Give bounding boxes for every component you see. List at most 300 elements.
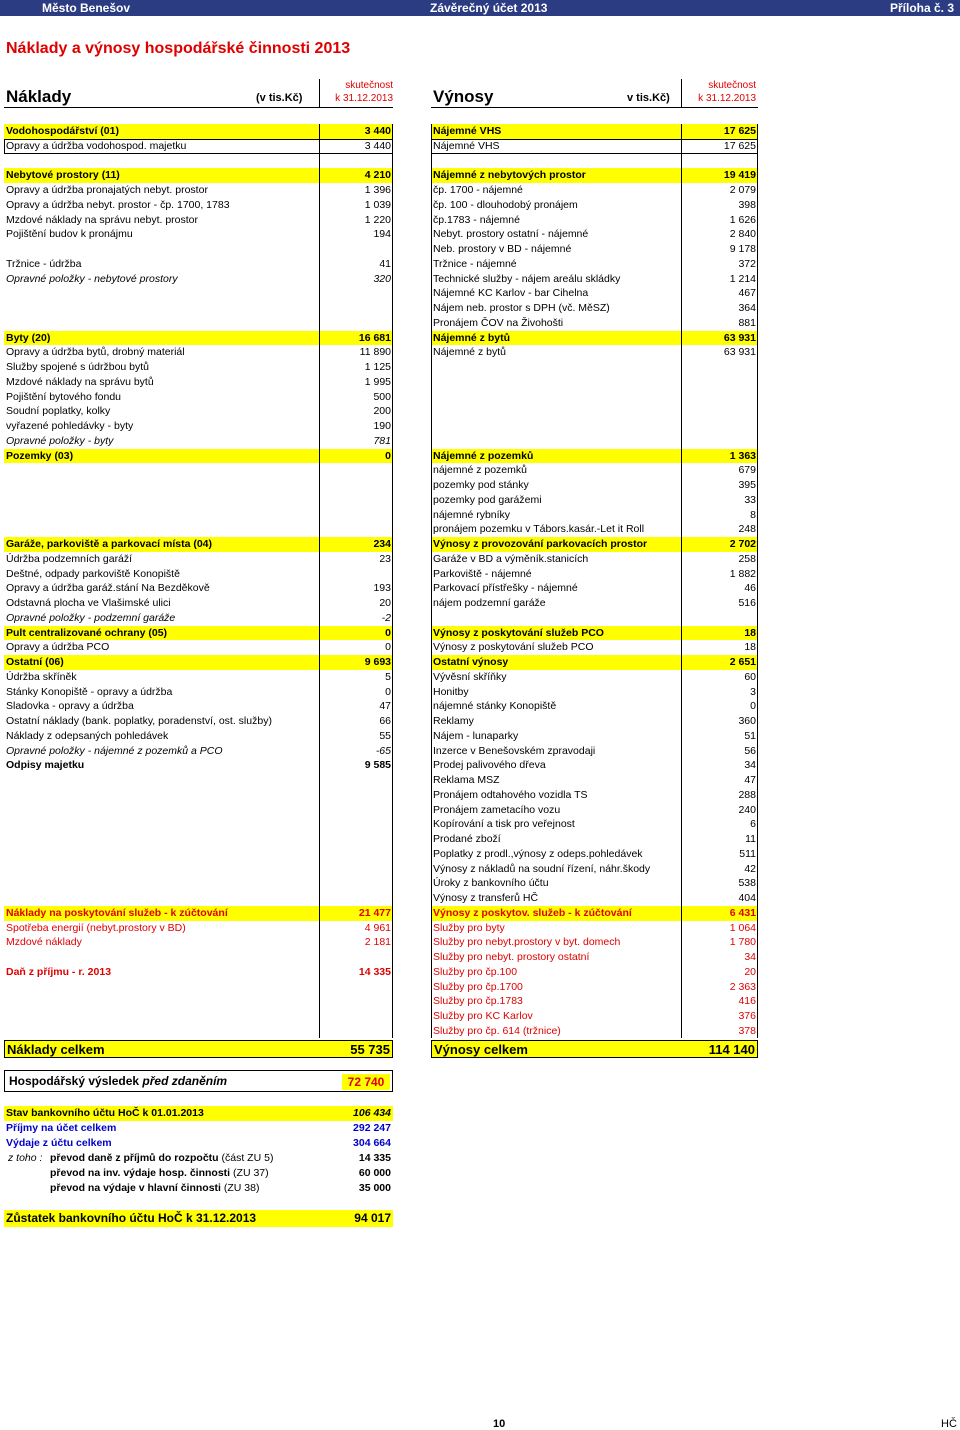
row-label: Opravné položky - podzemní garáže bbox=[6, 611, 176, 624]
row-label: Vodohospodářství (01) bbox=[6, 125, 119, 137]
row-label: Nájemné z bytů bbox=[433, 331, 511, 344]
table-row bbox=[4, 257, 393, 272]
row-value: 18 bbox=[744, 626, 756, 639]
row-label: Tržnice - nájemné bbox=[433, 257, 517, 270]
table-row bbox=[431, 994, 758, 1009]
table-row bbox=[4, 862, 393, 877]
row-value: 0 bbox=[385, 641, 391, 654]
row-label: Služby pro nebyt.prostory v byt. domech bbox=[433, 936, 621, 949]
table-row bbox=[431, 139, 758, 154]
row-value: 34 bbox=[744, 759, 756, 772]
row-value: 2 702 bbox=[729, 538, 756, 550]
row-value: 416 bbox=[738, 995, 756, 1008]
bank-expense-row bbox=[4, 1136, 393, 1151]
table-row bbox=[4, 567, 393, 582]
table-row bbox=[4, 788, 393, 803]
table-row bbox=[431, 168, 758, 183]
bank-sub3-row bbox=[4, 1181, 393, 1196]
row-value: 240 bbox=[738, 803, 756, 816]
row-value: 2 363 bbox=[729, 980, 756, 993]
row-value: 1 220 bbox=[364, 213, 391, 226]
bank-sub3-value: 35 000 bbox=[358, 1182, 391, 1194]
costs-total-value: 55 735 bbox=[350, 1042, 390, 1057]
row-label: Spotřeba energií (nebyt.prostory v BD) bbox=[6, 921, 186, 934]
costs-table bbox=[4, 124, 393, 980]
row-label: Daň z příjmu - r. 2013 bbox=[6, 965, 112, 978]
row-value: 21 477 bbox=[358, 906, 391, 919]
costs-unit: (v tis.Kč) bbox=[256, 92, 303, 104]
row-value: 516 bbox=[738, 597, 756, 609]
table-row bbox=[4, 552, 393, 567]
row-value: 538 bbox=[738, 877, 756, 890]
table-row bbox=[431, 921, 758, 936]
revenues-total bbox=[431, 1040, 758, 1058]
costs-right-border bbox=[392, 124, 393, 1038]
table-row bbox=[431, 773, 758, 788]
table-row bbox=[4, 581, 393, 596]
table-row bbox=[431, 729, 758, 744]
row-label: Výnosy z provozování parkovacích prostor bbox=[433, 538, 648, 550]
row-value: -2 bbox=[381, 611, 391, 624]
row-label: Parkovací přístřešky - nájemné bbox=[433, 582, 578, 595]
bank-income-value: 292 247 bbox=[353, 1122, 391, 1134]
table-row bbox=[431, 832, 758, 847]
row-label: pozemky pod garážemi bbox=[433, 493, 542, 506]
table-row bbox=[431, 803, 758, 818]
table-row bbox=[4, 758, 393, 773]
table-row bbox=[431, 227, 758, 242]
row-label: Odpisy majetku bbox=[6, 759, 85, 772]
table-row bbox=[431, 891, 758, 906]
bank-expense-value: 304 664 bbox=[353, 1137, 391, 1149]
table-row bbox=[4, 242, 393, 257]
bank-sub1-value: 14 335 bbox=[358, 1152, 391, 1164]
table-row bbox=[4, 714, 393, 729]
table-row bbox=[4, 950, 393, 965]
table-row bbox=[4, 611, 393, 626]
table-row bbox=[4, 803, 393, 818]
row-label: Údržba podzemních garáží bbox=[6, 552, 133, 565]
row-value: 19 419 bbox=[723, 169, 756, 182]
row-value: 5 bbox=[385, 670, 391, 683]
row-value: 4 961 bbox=[364, 921, 391, 934]
table-row bbox=[4, 699, 393, 714]
row-label: nájem podzemní garáže bbox=[433, 597, 546, 609]
table-row bbox=[431, 640, 758, 655]
revenues-title: Výnosy bbox=[433, 87, 494, 106]
row-value: 41 bbox=[379, 257, 391, 270]
row-label: Mzdové náklady bbox=[6, 936, 82, 949]
row-label: Opravné položky - nájemné z pozemků a PCO bbox=[6, 744, 223, 757]
row-label: Služby pro čp.1700 bbox=[433, 980, 523, 993]
row-label: Prodané zboží bbox=[433, 833, 501, 845]
bank-of-which: z toho : bbox=[8, 1152, 43, 1164]
table-row bbox=[4, 390, 393, 405]
row-value: 14 335 bbox=[358, 965, 391, 978]
table-row bbox=[4, 419, 393, 434]
row-label: Odstavná plocha ve Vlašimské ulici bbox=[6, 597, 171, 609]
costs-column-divider bbox=[319, 124, 320, 1038]
row-value: 511 bbox=[739, 847, 756, 860]
row-value: 2 181 bbox=[364, 936, 391, 949]
row-label: Ostatní (06) bbox=[6, 656, 64, 668]
table-row bbox=[431, 567, 758, 582]
row-value: 42 bbox=[744, 862, 756, 875]
row-value: 18 bbox=[744, 641, 756, 654]
row-label: Nájemné z bytů bbox=[433, 346, 506, 359]
economic-result-value: 72 740 bbox=[342, 1074, 390, 1090]
row-label: Pronájem odtahového vozidla TS bbox=[433, 788, 588, 801]
table-row bbox=[4, 331, 393, 346]
row-value: 11 bbox=[745, 833, 756, 845]
row-value: 34 bbox=[744, 951, 756, 963]
table-row bbox=[4, 404, 393, 419]
row-value: 1 995 bbox=[364, 375, 391, 388]
row-label: nájemné z pozemků bbox=[433, 464, 527, 477]
header-attachment: Příloha č. 3 bbox=[890, 1, 955, 15]
row-value: 781 bbox=[373, 434, 391, 447]
costs-total bbox=[4, 1040, 393, 1058]
row-label: Vývěsní skříňky bbox=[433, 670, 507, 683]
page-title: Náklady a výnosy hospodářské činnosti 2013 bbox=[6, 40, 351, 57]
bank-end-label: Zůstatek bankovního účtu HoČ k 31.12.2013 bbox=[6, 1211, 257, 1225]
table-row bbox=[431, 552, 758, 567]
row-label: Úroky z bankovního účtu bbox=[433, 877, 549, 890]
table-row bbox=[431, 390, 758, 405]
row-label: Služby pro KC Karlov bbox=[433, 1010, 533, 1022]
row-value: 33 bbox=[744, 493, 756, 506]
table-row bbox=[4, 168, 393, 183]
row-value: 11 890 bbox=[359, 346, 391, 359]
header-doc-title: Závěrečný účet 2013 bbox=[430, 1, 548, 15]
table-row bbox=[4, 729, 393, 744]
bank-income-label: Příjmy na účet celkem bbox=[6, 1122, 117, 1134]
row-value: 372 bbox=[738, 257, 756, 270]
bank-income-row bbox=[4, 1121, 393, 1136]
costs-title: Náklady bbox=[6, 87, 72, 106]
table-row bbox=[431, 862, 758, 877]
row-value: 6 bbox=[750, 818, 756, 831]
row-label: Nájem - lunaparky bbox=[433, 729, 519, 742]
table-row bbox=[4, 744, 393, 759]
table-row bbox=[431, 626, 758, 641]
table-row bbox=[431, 198, 758, 213]
table-row bbox=[431, 257, 758, 272]
row-label: Garáže v BD a výměník.stanicích bbox=[433, 552, 589, 565]
row-value: 9 178 bbox=[729, 243, 756, 255]
row-value: 1 882 bbox=[729, 567, 756, 580]
row-label: Tržnice - údržba bbox=[6, 257, 82, 270]
row-value: 47 bbox=[744, 774, 756, 786]
row-value: 467 bbox=[738, 287, 756, 300]
row-value: 320 bbox=[373, 272, 391, 285]
costs-header bbox=[4, 79, 393, 108]
revenues-unit: v tis.Kč) bbox=[627, 92, 670, 104]
row-label: Soudní poplatky, kolky bbox=[6, 405, 111, 418]
row-label: Opravy a údržba pronajatých nebyt. prostor bbox=[6, 184, 208, 196]
row-value: 398 bbox=[738, 198, 756, 211]
table-row bbox=[431, 817, 758, 832]
row-label: Opravy a údržba bytů, drobný materiál bbox=[6, 346, 185, 359]
row-value: 360 bbox=[738, 715, 756, 727]
bank-end-value: 94 017 bbox=[354, 1211, 391, 1225]
table-row bbox=[4, 286, 393, 301]
row-label: Poplatky z prodl.,výnosy z odeps.pohledávek bbox=[433, 847, 643, 860]
table-row bbox=[431, 522, 758, 537]
row-label: Výnosy z poskytování služeb PCO bbox=[433, 641, 594, 654]
table-row bbox=[4, 124, 393, 139]
row-value: 17 625 bbox=[723, 125, 756, 137]
table-row bbox=[4, 198, 393, 213]
row-label: Opravné položky - byty bbox=[6, 434, 114, 447]
row-value: 8 bbox=[750, 508, 756, 521]
row-label: vyřazené pohledávky - byty bbox=[6, 420, 134, 432]
row-label: Sladovka - opravy a údržba bbox=[6, 700, 134, 713]
row-label: Náklady na poskytování služeb - k zúčtování bbox=[6, 906, 228, 919]
table-row bbox=[431, 744, 758, 759]
row-value: 193 bbox=[373, 582, 391, 595]
row-label: Výnosy z nákladů na soudní řízení, náhr.škody bbox=[433, 862, 651, 875]
row-label: Opravy a údržba vodohospod. majetku bbox=[6, 139, 187, 152]
costs-column-heading bbox=[321, 79, 393, 105]
row-value: 881 bbox=[738, 316, 756, 329]
row-value: 1 064 bbox=[729, 921, 756, 934]
row-label: Nájemné z pozemků bbox=[433, 449, 534, 462]
row-value: 4 210 bbox=[364, 169, 391, 182]
row-label: Parkoviště - nájemné bbox=[433, 567, 532, 580]
row-label: Výnosy z transferů HČ bbox=[433, 892, 539, 904]
row-label: Nájem neb. prostor s DPH (vč. MěSZ) bbox=[433, 302, 610, 314]
row-label: pronájem pozemku v Tábors.kasár.-Let it Roll bbox=[433, 523, 645, 536]
table-row bbox=[431, 876, 758, 891]
row-value: 51 bbox=[744, 729, 756, 742]
row-label: Pojištění budov k pronájmu bbox=[6, 228, 133, 241]
row-label: Pult centralizované ochrany (05) bbox=[6, 626, 168, 639]
row-label: Garáže, parkoviště a parkovací místa (04) bbox=[6, 538, 213, 550]
table-row bbox=[431, 611, 758, 626]
table-row bbox=[4, 272, 393, 287]
row-label: nájemné stánky Konopiště bbox=[433, 700, 557, 713]
table-row bbox=[431, 183, 758, 198]
revenues-col-line2: k 31.12.2013 bbox=[698, 93, 756, 104]
revenues-total-value: 114 140 bbox=[708, 1042, 755, 1057]
row-value: 364 bbox=[738, 302, 756, 314]
row-value: 56 bbox=[744, 744, 756, 757]
table-row bbox=[431, 596, 758, 611]
table-row bbox=[4, 685, 393, 700]
table-row bbox=[4, 906, 393, 921]
table-row bbox=[4, 522, 393, 537]
footer-section: HČ bbox=[941, 1418, 957, 1430]
row-value: 2 651 bbox=[729, 656, 756, 668]
table-row bbox=[431, 463, 758, 478]
row-value: 258 bbox=[738, 552, 756, 565]
bank-end-row bbox=[4, 1210, 393, 1227]
row-label: Reklama MSZ bbox=[433, 774, 500, 786]
table-row bbox=[431, 788, 758, 803]
row-value: 404 bbox=[738, 892, 756, 904]
revenues-right-border bbox=[757, 124, 758, 1038]
revenues-left-border bbox=[431, 124, 432, 1038]
row-label: Služby pro nebyt. prostory ostatní bbox=[433, 951, 590, 963]
row-label: Prodej palivového dřeva bbox=[433, 759, 546, 772]
row-value: 288 bbox=[738, 788, 756, 801]
row-label: Služby pro byty bbox=[433, 921, 505, 934]
row-value: 9 693 bbox=[364, 656, 391, 668]
table-row bbox=[431, 714, 758, 729]
table-row bbox=[431, 360, 758, 375]
table-row bbox=[431, 1024, 758, 1039]
row-label: Opravy a údržba nebyt. prostor - čp. 1700, 1783 bbox=[6, 198, 230, 211]
row-value: 0 bbox=[385, 449, 391, 462]
row-label: Výnosy z poskytov. služeb - k zúčtování bbox=[433, 906, 632, 919]
table-row bbox=[4, 478, 393, 493]
table-row bbox=[431, 493, 758, 508]
row-value: 9 585 bbox=[364, 759, 391, 772]
row-value: 47 bbox=[379, 700, 391, 713]
table-row bbox=[431, 508, 758, 523]
row-label: čp. 1700 - nájemné bbox=[433, 184, 523, 196]
row-value: 679 bbox=[738, 464, 756, 477]
revenues-table bbox=[431, 124, 758, 1039]
table-row bbox=[431, 213, 758, 228]
revenues-column-divider bbox=[681, 124, 682, 1038]
row-label: Nájemné KC Karlov - bar Cihelna bbox=[433, 287, 589, 300]
row-value: 2 079 bbox=[729, 184, 756, 196]
revenues-column-heading bbox=[684, 79, 756, 105]
table-row bbox=[4, 773, 393, 788]
table-row bbox=[4, 375, 393, 390]
row-label: Honitby bbox=[433, 685, 469, 698]
row-label: Deštné, odpady parkoviště Konopiště bbox=[6, 567, 180, 580]
row-value: 395 bbox=[738, 479, 756, 491]
row-value: 16 681 bbox=[358, 331, 391, 344]
table-row bbox=[431, 758, 758, 773]
row-label: Nájemné VHS bbox=[433, 139, 500, 152]
row-label: Opravy a údržba garáž.stání Na Bezděkově bbox=[6, 582, 210, 595]
revenues-col-line1: skutečnost bbox=[708, 80, 756, 91]
row-value: 234 bbox=[373, 538, 391, 550]
table-row bbox=[431, 935, 758, 950]
table-row bbox=[4, 508, 393, 523]
row-label: Stánky Konopiště - opravy a údržba bbox=[6, 685, 173, 698]
costs-header-divider bbox=[319, 79, 320, 107]
costs-col-line1: skutečnost bbox=[345, 80, 393, 91]
row-value: -65 bbox=[375, 744, 391, 757]
table-row bbox=[431, 375, 758, 390]
table-row bbox=[431, 331, 758, 346]
table-row bbox=[431, 581, 758, 596]
economic-result bbox=[4, 1070, 393, 1092]
table-row bbox=[431, 316, 758, 331]
row-label: Mzdové náklady na správu bytů bbox=[6, 375, 154, 388]
row-value: 194 bbox=[373, 228, 391, 241]
table-row bbox=[4, 154, 393, 169]
row-label: Pozemky (03) bbox=[6, 449, 74, 462]
table-row bbox=[4, 626, 393, 641]
row-label: Opravy a údržba PCO bbox=[6, 641, 110, 654]
row-value: 248 bbox=[738, 523, 756, 536]
bank-sub2-label: převod na inv. výdaje hosp. činnosti (ZU 37) bbox=[50, 1167, 269, 1179]
bank-sub2-value: 60 000 bbox=[358, 1167, 391, 1179]
table-row bbox=[431, 478, 758, 493]
row-label: pozemky pod stánky bbox=[433, 479, 529, 491]
row-value: 23 bbox=[379, 552, 391, 565]
table-row bbox=[431, 242, 758, 257]
table-row bbox=[431, 847, 758, 862]
row-label: Ostatní výnosy bbox=[433, 656, 509, 668]
row-label: Služby pro čp.100 bbox=[433, 965, 518, 978]
row-value: 1 214 bbox=[729, 272, 756, 285]
table-row bbox=[4, 537, 393, 552]
row-value: 0 bbox=[385, 626, 391, 639]
row-value: 200 bbox=[373, 405, 391, 418]
row-value: 46 bbox=[744, 582, 756, 595]
row-value: 190 bbox=[373, 420, 391, 432]
table-row bbox=[4, 301, 393, 316]
table-row bbox=[4, 493, 393, 508]
page-header bbox=[0, 0, 960, 16]
revenues-header bbox=[431, 79, 758, 108]
row-label: Nájemné VHS bbox=[433, 125, 502, 137]
row-label: Mzdové náklady na správu nebyt. prostor bbox=[6, 213, 199, 226]
page-number: 10 bbox=[493, 1418, 506, 1430]
table-row bbox=[431, 301, 758, 316]
revenues-total-label: Výnosy celkem bbox=[434, 1042, 528, 1057]
bank-sub1-row bbox=[4, 1151, 393, 1166]
table-row bbox=[4, 935, 393, 950]
row-label: Nájemné z nebytových prostor bbox=[433, 169, 586, 182]
row-value: 63 931 bbox=[723, 331, 756, 344]
row-label: Neb. prostory v BD - nájemné bbox=[433, 243, 572, 255]
row-label: Výnosy z poskytování služeb PCO bbox=[433, 626, 604, 639]
row-label: Technické služby - nájem areálu skládky bbox=[433, 272, 621, 285]
row-value: 2 840 bbox=[729, 228, 756, 241]
table-row bbox=[4, 183, 393, 198]
row-value: 0 bbox=[385, 685, 391, 698]
table-row bbox=[4, 817, 393, 832]
table-row bbox=[431, 950, 758, 965]
row-label: Náklady z odepsaných pohledávek bbox=[6, 729, 169, 742]
table-row bbox=[4, 832, 393, 847]
table-row bbox=[4, 227, 393, 242]
economic-result-label: Hospodářský výsledek před zdaněním bbox=[9, 1074, 228, 1088]
table-row bbox=[4, 640, 393, 655]
row-value: 1 396 bbox=[364, 184, 391, 196]
row-label: čp. 100 - dlouhodobý pronájem bbox=[433, 198, 578, 211]
row-label: Opravné položky - nebytové prostory bbox=[6, 272, 178, 285]
row-label: nájemné rybníky bbox=[433, 508, 511, 521]
table-row bbox=[431, 154, 758, 169]
table-row bbox=[4, 360, 393, 375]
row-value: 0 bbox=[750, 700, 756, 713]
table-row bbox=[431, 434, 758, 449]
bank-start-value: 106 434 bbox=[353, 1107, 391, 1119]
row-value: 3 bbox=[750, 685, 756, 698]
row-label: Ostatní náklady (bank. poplatky, poradenství, ost. služby) bbox=[6, 715, 272, 727]
table-row bbox=[4, 213, 393, 228]
table-row bbox=[431, 906, 758, 921]
table-row bbox=[4, 847, 393, 862]
table-row bbox=[431, 965, 758, 980]
row-value: 500 bbox=[373, 390, 391, 403]
bank-sub3-label: převod na výdaje v hlavní činnosti (ZU 38) bbox=[50, 1182, 260, 1194]
table-row bbox=[431, 537, 758, 552]
row-value: 6 431 bbox=[729, 906, 756, 919]
row-label: Pronájem zametacího vozu bbox=[433, 803, 561, 816]
row-label: Nebytové prostory (11) bbox=[6, 169, 120, 182]
row-label: čp.1783 - nájemné bbox=[433, 213, 520, 226]
